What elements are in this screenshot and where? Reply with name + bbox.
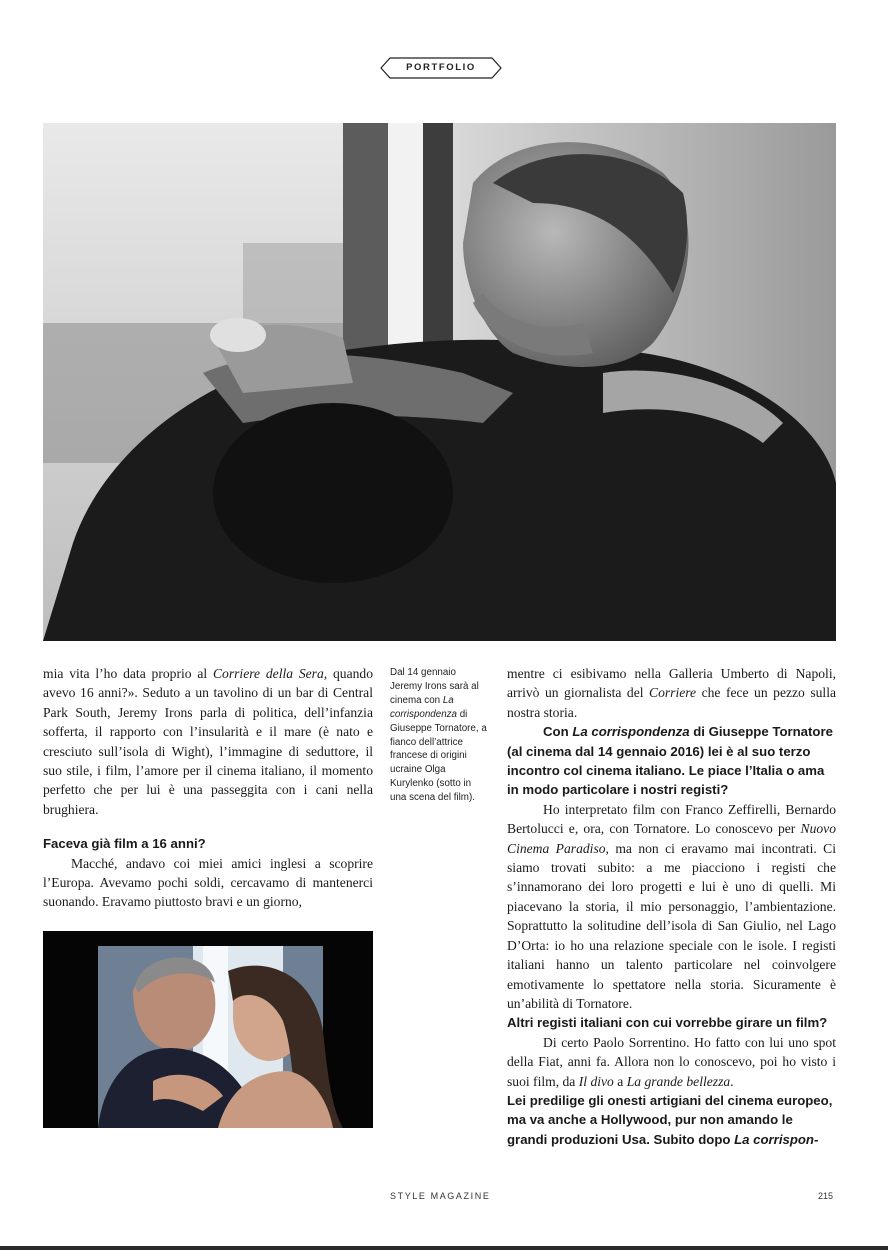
section-tag — [380, 57, 502, 79]
answer-2: Ho interpretato film con Franco Zeffirelli, Bernardo Bertolucci e, ora, con Tornatore. Lo conoscevo per Nuovo Cinema Paradiso, ma non ci eravamo mai incontrati. Ci siamo trovati subito: a me piacciono i registi che s’innamorano dei loro progetti e lui è uno di quelli. Mi piacevano la storia, il mio personaggio, l’ambientazione. Soprattutto la solitudine dell’isola di San Giulio, nel Lago D’Orta: io ho una relazione speciale con le isole. I registi italiani hanno un talento particolare nel coinvolgere emotivamente lo spettatore nella storia. Sicuramente è un’abilità di Tornatore. — [507, 801, 836, 1011]
answer-3: Di certo Paolo Sorrentino. Ho fatto con lui uno spot della Fiat, anni fa. Allora non lo conoscevo, poi ho visto i suoi film, da Il divo a La grande bellezza. — [507, 1034, 836, 1089]
film-still-photo — [43, 931, 373, 1128]
right-paragraph-continuation: mentre ci esibivamo nella Galleria Umberto di Napoli, arrivò un giornalista del Corriere che fece un pezzo sulla nostra storia. — [507, 666, 836, 720]
question-1: Faceva già film a 16 anni? — [43, 836, 206, 852]
question-3: Altri registi italiani con cui vorrebbe girare un film? — [507, 1015, 828, 1031]
bottom-rule — [0, 1246, 888, 1250]
question-4: Lei predilige gli onesti artigiani del cinema europeo, ma va anche a Hollywood, pur non amando le grandi produzioni Usa. Subito dopo La corrispon- — [507, 1092, 833, 1147]
caption-film-title: La corrispondenza — [390, 694, 457, 720]
newspaper-name: Corriere della Sera — [212, 666, 324, 681]
answer-1: Macché, andavo coi miei amici inglesi a scoprire l’Europa. Avevamo pochi soldi, cercavamo di mantenerci suonando. Eravamo piuttosto bravi e un giorno, — [43, 855, 373, 910]
section-label: PORTFOLIO — [406, 62, 476, 73]
left-column — [43, 664, 373, 912]
main-photo — [43, 123, 836, 641]
footer-magazine-name: STYLE MAGAZINE — [390, 1191, 491, 1201]
footer-page-number: 215 — [818, 1191, 834, 1201]
question-2: Con La corrispondenza di Giuseppe Tornatore (al cinema dal 14 gennaio 2016) lei è al suo terzo incontro col cinema italiano. Le piace l’Italia o ama in modo particolare i nostri registi? — [507, 724, 833, 798]
left-paragraph-intro: mia vita l’ho data proprio al Corriere della Sera, quando avevo 16 anni?». Seduto a un tavolino di un bar di Central Park South, Jeremy Irons parla di politica, dell’infanzia sofferta, il rapporto con l’insularità e il mare (è nato e cresciuto sull’isola di Wight), l’immagine di seduttore, il suo stile, i film, l’amore per il cinema italiano, il momento perfetto che per lui è una passeggita con i cani nella brughiera. — [43, 666, 374, 817]
photo-caption: Dal 14 gennaio Jeremy Irons sarà al cinema con La corrispondenza di Giuseppe Tornatore, a fianco dell’attrice francese di origini ucraine Olga Kurylenko (sotto in una scena del film). — [390, 667, 487, 804]
newspaper-name-short: Corriere — [649, 685, 697, 701]
right-column — [507, 664, 836, 1149]
